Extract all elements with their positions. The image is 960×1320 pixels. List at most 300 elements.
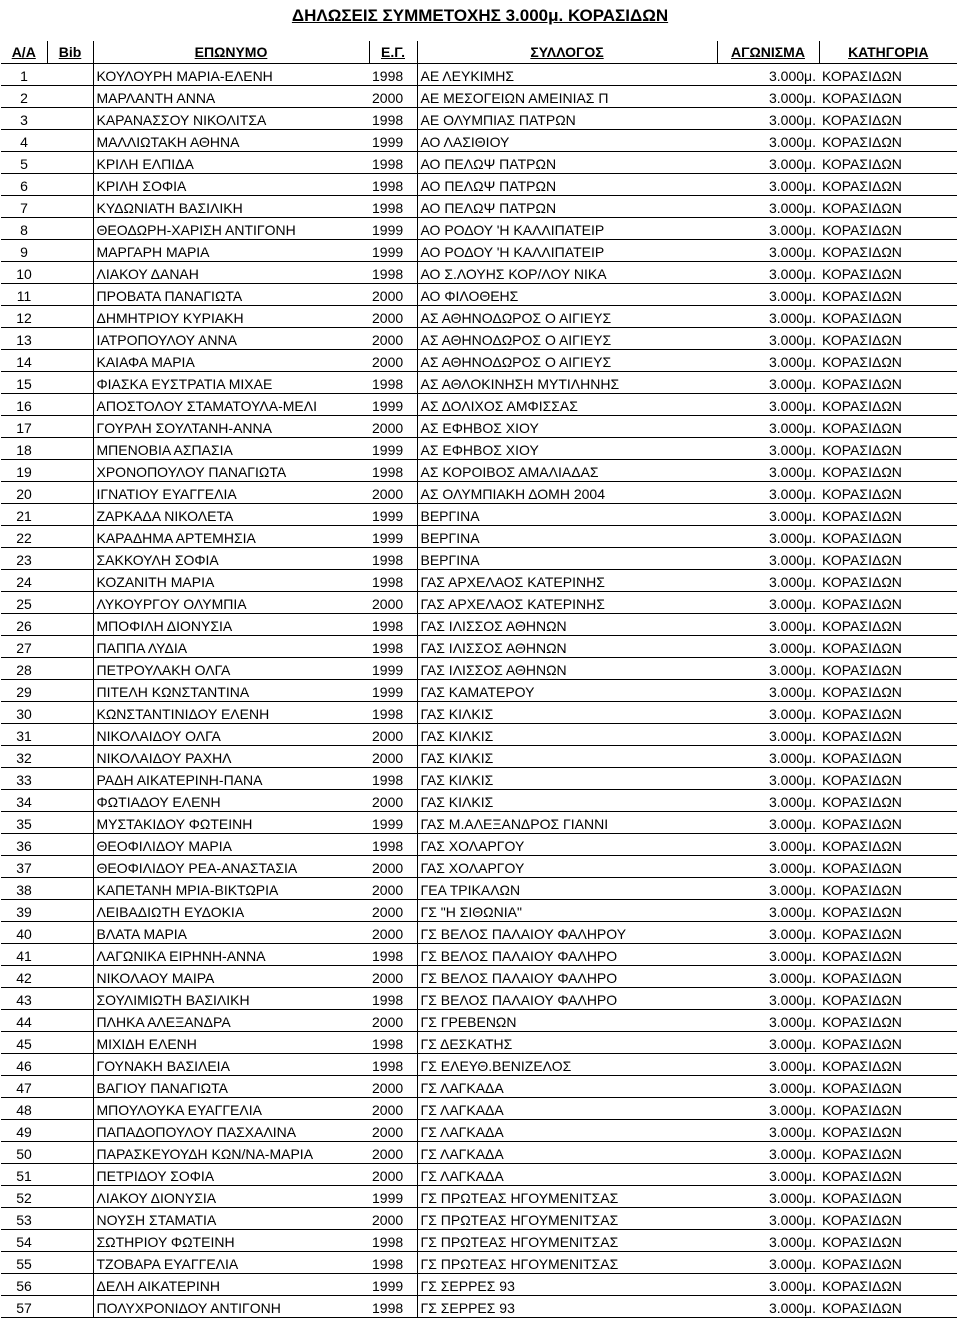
cell-club: ΓΣ ΓΡΕΒΕΝΩΝ <box>417 1010 717 1032</box>
cell-club: ΑΟ ΠΕΛΩΨ ΠΑΤΡΩΝ <box>417 196 717 218</box>
cell-category: ΚΟΡΑΣΙΔΩΝ <box>819 262 957 284</box>
cell-aa: 32 <box>1 746 47 768</box>
cell-birth-year: 1999 <box>369 1186 417 1208</box>
cell-category: ΚΟΡΑΣΙΔΩΝ <box>819 1252 957 1274</box>
table-row <box>1 86 957 108</box>
cell-aa: 54 <box>1 1230 47 1252</box>
cell-club: ΑΟ ΠΕΛΩΨ ΠΑΤΡΩΝ <box>417 174 717 196</box>
cell-bib <box>47 482 93 504</box>
cell-event: 3.000μ. <box>717 218 819 240</box>
table-row <box>1 1054 957 1076</box>
table-row <box>1 1230 957 1252</box>
cell-club: ΑΣ ΑΘΗΝΟΔΩΡΟΣ Ο ΑΙΓΙΕΥΣ <box>417 328 717 350</box>
table-row <box>1 460 957 482</box>
cell-birth-year: 1999 <box>369 438 417 460</box>
table-row <box>1 108 957 130</box>
table-row <box>1 878 957 900</box>
cell-category: ΚΟΡΑΣΙΔΩΝ <box>819 1010 957 1032</box>
table-row <box>1 240 957 262</box>
cell-event: 3.000μ. <box>717 372 819 394</box>
cell-aa: 47 <box>1 1076 47 1098</box>
cell-bib <box>47 1230 93 1252</box>
cell-aa: 24 <box>1 570 47 592</box>
cell-category: ΚΟΡΑΣΙΔΩΝ <box>819 812 957 834</box>
cell-club: ΓΑΣ ΚΙΛΚΙΣ <box>417 768 717 790</box>
cell-name: ΝΙΚΟΛΑΙΔΟΥ ΟΛΓΑ <box>93 724 369 746</box>
cell-event: 3.000μ. <box>717 900 819 922</box>
cell-event: 3.000μ. <box>717 526 819 548</box>
cell-aa: 18 <box>1 438 47 460</box>
cell-birth-year: 1999 <box>369 240 417 262</box>
table-row <box>1 438 957 460</box>
cell-bib <box>47 570 93 592</box>
cell-category: ΚΟΡΑΣΙΔΩΝ <box>819 86 957 108</box>
cell-category: ΚΟΡΑΣΙΔΩΝ <box>819 636 957 658</box>
cell-category: ΚΟΡΑΣΙΔΩΝ <box>819 1076 957 1098</box>
cell-event: 3.000μ. <box>717 394 819 416</box>
cell-birth-year: 1998 <box>369 64 417 86</box>
cell-event: 3.000μ. <box>717 1164 819 1186</box>
cell-name: ΜΠΟΦΙΛΗ ΔΙΟΝΥΣΙΑ <box>93 614 369 636</box>
cell-category: ΚΟΡΑΣΙΔΩΝ <box>819 900 957 922</box>
cell-category: ΚΟΡΑΣΙΔΩΝ <box>819 284 957 306</box>
table-row <box>1 130 957 152</box>
cell-bib <box>47 372 93 394</box>
cell-birth-year: 2000 <box>369 1208 417 1230</box>
cell-club: ΓΣ ΔΕΣΚΑΤΗΣ <box>417 1032 717 1054</box>
cell-club: ΒΕΡΓΙΝΑ <box>417 504 717 526</box>
cell-club: ΓΑΣ ΚΑΜΑΤΕΡΟΥ <box>417 680 717 702</box>
cell-bib <box>47 218 93 240</box>
cell-category: ΚΟΡΑΣΙΔΩΝ <box>819 108 957 130</box>
cell-bib <box>47 548 93 570</box>
header-surname: ΕΠΩΝΥΜΟ <box>93 41 369 64</box>
cell-aa: 39 <box>1 900 47 922</box>
cell-club: ΑΟ ΡΟΔΟΥ 'Η ΚΑΛΛΙΠΑΤΕΙΡ <box>417 218 717 240</box>
cell-event: 3.000μ. <box>717 768 819 790</box>
cell-category: ΚΟΡΑΣΙΔΩΝ <box>819 1120 957 1142</box>
cell-name: ΛΥΚΟΥΡΓΟΥ ΟΛΥΜΠΙΑ <box>93 592 369 614</box>
table-row <box>1 636 957 658</box>
cell-category: ΚΟΡΑΣΙΔΩΝ <box>819 790 957 812</box>
cell-bib <box>47 1120 93 1142</box>
cell-aa: 34 <box>1 790 47 812</box>
cell-name: ΝΙΚΟΛΑΙΔΟΥ ΡΑΧΗΛ <box>93 746 369 768</box>
cell-bib <box>47 328 93 350</box>
cell-category: ΚΟΡΑΣΙΔΩΝ <box>819 1186 957 1208</box>
cell-name: ΔΕΛΗ ΑΙΚΑΤΕΡΙΝΗ <box>93 1274 369 1296</box>
table-body <box>1 64 957 1318</box>
cell-aa: 25 <box>1 592 47 614</box>
cell-club: ΓΕΑ ΤΡΙΚΑΛΩΝ <box>417 878 717 900</box>
cell-club: ΓΣ ΛΑΓΚΑΔΑ <box>417 1120 717 1142</box>
cell-club: ΓΣ ΛΑΓΚΑΔΑ <box>417 1076 717 1098</box>
cell-aa: 5 <box>1 152 47 174</box>
table-row <box>1 548 957 570</box>
table-row <box>1 790 957 812</box>
cell-birth-year: 1999 <box>369 130 417 152</box>
cell-category: ΚΟΡΑΣΙΔΩΝ <box>819 328 957 350</box>
cell-event: 3.000μ. <box>717 460 819 482</box>
cell-name: ΡΑΔΗ ΑΙΚΑΤΕΡΙΝΗ-ΠΑΝΑ <box>93 768 369 790</box>
table-row <box>1 922 957 944</box>
table-row <box>1 702 957 724</box>
cell-bib <box>47 64 93 86</box>
cell-club: ΑΟ ΡΟΔΟΥ 'Η ΚΑΛΛΙΠΑΤΕΙΡ <box>417 240 717 262</box>
table-row <box>1 768 957 790</box>
cell-name: ΙΓΝΑΤΙΟΥ ΕΥΑΓΓΕΛΙΑ <box>93 482 369 504</box>
table-row <box>1 1164 957 1186</box>
cell-event: 3.000μ. <box>717 196 819 218</box>
table-row <box>1 328 957 350</box>
cell-bib <box>47 394 93 416</box>
cell-event: 3.000μ. <box>717 1032 819 1054</box>
cell-aa: 13 <box>1 328 47 350</box>
cell-name: ΓΟΥΝΑΚΗ ΒΑΣΙΛΕΙΑ <box>93 1054 369 1076</box>
entries-table <box>1 41 957 1318</box>
cell-name: ΣΟΥΛΙΜΙΩΤΗ ΒΑΣΙΛΙΚΗ <box>93 988 369 1010</box>
cell-name: ΛΙΑΚΟΥ ΔΑΝΑΗ <box>93 262 369 284</box>
cell-event: 3.000μ. <box>717 482 819 504</box>
cell-event: 3.000μ. <box>717 174 819 196</box>
cell-bib <box>47 1296 93 1318</box>
cell-event: 3.000μ. <box>717 922 819 944</box>
cell-event: 3.000μ. <box>717 834 819 856</box>
cell-name: ΠΑΠΠΑ ΛΥΔΙΑ <box>93 636 369 658</box>
cell-aa: 12 <box>1 306 47 328</box>
cell-bib <box>47 1032 93 1054</box>
cell-event: 3.000μ. <box>717 570 819 592</box>
table-row <box>1 746 957 768</box>
cell-name: ΝΙΚΟΛΑΟΥ ΜΑΙΡΑ <box>93 966 369 988</box>
cell-club: ΑΕ ΛΕΥΚΙΜΗΣ <box>417 64 717 86</box>
cell-event: 3.000μ. <box>717 240 819 262</box>
cell-club: ΓΑΣ ΚΙΛΚΙΣ <box>417 724 717 746</box>
cell-aa: 36 <box>1 834 47 856</box>
cell-event: 3.000μ. <box>717 790 819 812</box>
cell-birth-year: 1998 <box>369 614 417 636</box>
cell-event: 3.000μ. <box>717 1252 819 1274</box>
cell-club: ΓΑΣ ΧΟΛΑΡΓΟΥ <box>417 834 717 856</box>
cell-category: ΚΟΡΑΣΙΔΩΝ <box>819 130 957 152</box>
cell-name: ΠΟΛΥΧΡΟΝΙΔΟΥ ΑΝΤΙΓΟΝΗ <box>93 1296 369 1318</box>
cell-bib <box>47 262 93 284</box>
cell-event: 3.000μ. <box>717 658 819 680</box>
cell-category: ΚΟΡΑΣΙΔΩΝ <box>819 526 957 548</box>
table-row <box>1 1186 957 1208</box>
cell-club: ΓΑΣ ΙΛΙΣΣΟΣ ΑΘΗΝΩΝ <box>417 636 717 658</box>
cell-aa: 19 <box>1 460 47 482</box>
document-title: ΔΗΛΩΣΕΙΣ ΣΥΜΜΕΤΟΧΗΣ 3.000μ. ΚΟΡΑΣΙΔΩΝ <box>291 6 669 25</box>
cell-name: ΜΑΡΓΑΡΗ ΜΑΡΙΑ <box>93 240 369 262</box>
cell-name: ΠΛΗΚΑ ΑΛΕΞΑΝΔΡΑ <box>93 1010 369 1032</box>
cell-club: ΓΑΣ ΚΙΛΚΙΣ <box>417 746 717 768</box>
cell-club: ΑΣ ΕΦΗΒΟΣ ΧΙΟΥ <box>417 416 717 438</box>
cell-bib <box>47 1142 93 1164</box>
cell-category: ΚΟΡΑΣΙΔΩΝ <box>819 240 957 262</box>
cell-birth-year: 1998 <box>369 702 417 724</box>
cell-club: ΓΣ ΛΑΓΚΑΔΑ <box>417 1098 717 1120</box>
cell-category: ΚΟΡΑΣΙΔΩΝ <box>819 64 957 86</box>
cell-category: ΚΟΡΑΣΙΔΩΝ <box>819 548 957 570</box>
cell-bib <box>47 636 93 658</box>
cell-aa: 27 <box>1 636 47 658</box>
cell-aa: 46 <box>1 1054 47 1076</box>
cell-bib <box>47 1164 93 1186</box>
cell-name: ΒΑΓΙΟΥ ΠΑΝΑΓΙΩΤΑ <box>93 1076 369 1098</box>
cell-birth-year: 1998 <box>369 108 417 130</box>
cell-bib <box>47 944 93 966</box>
cell-name: ΜΙΧΙΔΗ ΕΛΕΝΗ <box>93 1032 369 1054</box>
cell-aa: 30 <box>1 702 47 724</box>
cell-bib <box>47 680 93 702</box>
cell-name: ΠΡΟΒΑΤΑ ΠΑΝΑΓΙΩΤΑ <box>93 284 369 306</box>
table-row <box>1 526 957 548</box>
cell-club: ΓΣ ΒΕΛΟΣ ΠΑΛΑΙΟΥ ΦΑΛΗΡΟ <box>417 988 717 1010</box>
cell-club: ΑΕ ΟΛΥΜΠΙΑΣ ΠΑΤΡΩΝ <box>417 108 717 130</box>
cell-bib <box>47 834 93 856</box>
cell-name: ΘΕΟΔΩΡΗ-ΧΑΡΙΣΗ ΑΝΤΙΓΟΝΗ <box>93 218 369 240</box>
cell-birth-year: 2000 <box>369 416 417 438</box>
cell-name: ΚΟΥΛΟΥΡΗ ΜΑΡΙΑ-ΕΛΕΝΗ <box>93 64 369 86</box>
cell-club: ΑΟ ΠΕΛΩΨ ΠΑΤΡΩΝ <box>417 152 717 174</box>
cell-event: 3.000μ. <box>717 1142 819 1164</box>
cell-aa: 50 <box>1 1142 47 1164</box>
table-row <box>1 724 957 746</box>
cell-category: ΚΟΡΑΣΙΔΩΝ <box>819 438 957 460</box>
cell-birth-year: 2000 <box>369 306 417 328</box>
cell-birth-year: 1998 <box>369 636 417 658</box>
cell-category: ΚΟΡΑΣΙΔΩΝ <box>819 196 957 218</box>
cell-bib <box>47 1076 93 1098</box>
cell-event: 3.000μ. <box>717 328 819 350</box>
cell-bib <box>47 790 93 812</box>
cell-category: ΚΟΡΑΣΙΔΩΝ <box>819 768 957 790</box>
cell-category: ΚΟΡΑΣΙΔΩΝ <box>819 922 957 944</box>
table-row <box>1 416 957 438</box>
cell-aa: 37 <box>1 856 47 878</box>
cell-birth-year: 1998 <box>369 768 417 790</box>
cell-aa: 16 <box>1 394 47 416</box>
cell-event: 3.000μ. <box>717 284 819 306</box>
cell-category: ΚΟΡΑΣΙΔΩΝ <box>819 592 957 614</box>
cell-birth-year: 1998 <box>369 1252 417 1274</box>
table-row <box>1 1032 957 1054</box>
cell-club: ΓΑΣ ΑΡΧΕΛΑΟΣ ΚΑΤΕΡΙΝΗΣ <box>417 570 717 592</box>
cell-birth-year: 2000 <box>369 1098 417 1120</box>
cell-birth-year: 1999 <box>369 658 417 680</box>
cell-aa: 9 <box>1 240 47 262</box>
cell-name: ΠΕΤΡΟΥΛΑΚΗ ΟΛΓΑ <box>93 658 369 680</box>
cell-category: ΚΟΡΑΣΙΔΩΝ <box>819 1274 957 1296</box>
cell-name: ΚΡΙΛΗ ΣΟΦΙΑ <box>93 174 369 196</box>
cell-event: 3.000μ. <box>717 944 819 966</box>
cell-aa: 56 <box>1 1274 47 1296</box>
header-event: ΑΓΩΝΙΣΜΑ <box>717 41 819 64</box>
cell-birth-year: 2000 <box>369 922 417 944</box>
cell-birth-year: 1998 <box>369 262 417 284</box>
cell-event: 3.000μ. <box>717 1296 819 1318</box>
cell-club: ΑΣ ΟΛΥΜΠΙΑΚΗ ΔΟΜΗ 2004 <box>417 482 717 504</box>
table-row <box>1 152 957 174</box>
cell-name: ΚΥΔΩΝΙΑΤΗ ΒΑΣΙΛΙΚΗ <box>93 196 369 218</box>
cell-aa: 48 <box>1 1098 47 1120</box>
cell-aa: 22 <box>1 526 47 548</box>
cell-bib <box>47 1098 93 1120</box>
cell-name: ΜΠΟΥΛΟΥΚΑ ΕΥΑΓΓΕΛΙΑ <box>93 1098 369 1120</box>
table-row <box>1 218 957 240</box>
cell-category: ΚΟΡΑΣΙΔΩΝ <box>819 856 957 878</box>
cell-category: ΚΟΡΑΣΙΔΩΝ <box>819 1098 957 1120</box>
cell-aa: 28 <box>1 658 47 680</box>
cell-name: ΖΑΡΚΑΔΑ ΝΙΚΟΛΕΤΑ <box>93 504 369 526</box>
cell-bib <box>47 658 93 680</box>
cell-club: ΑΣ ΔΟΛΙΧΟΣ ΑΜΦΙΣΣΑΣ <box>417 394 717 416</box>
cell-event: 3.000μ. <box>717 746 819 768</box>
cell-event: 3.000μ. <box>717 1076 819 1098</box>
cell-category: ΚΟΡΑΣΙΔΩΝ <box>819 988 957 1010</box>
cell-birth-year: 1998 <box>369 152 417 174</box>
cell-bib <box>47 966 93 988</box>
cell-aa: 41 <box>1 944 47 966</box>
table-row <box>1 174 957 196</box>
cell-event: 3.000μ. <box>717 724 819 746</box>
cell-category: ΚΟΡΑΣΙΔΩΝ <box>819 724 957 746</box>
cell-club: ΑΟ ΛΑΣΙΘΙΟΥ <box>417 130 717 152</box>
cell-name: ΧΡΟΝΟΠΟΥΛΟΥ ΠΑΝΑΓΙΩΤΑ <box>93 460 369 482</box>
cell-category: ΚΟΡΑΣΙΔΩΝ <box>819 614 957 636</box>
cell-bib <box>47 86 93 108</box>
cell-club: ΓΣ ΕΛΕΥΘ.ΒΕΝΙΖΕΛΟΣ <box>417 1054 717 1076</box>
cell-birth-year: 2000 <box>369 482 417 504</box>
cell-birth-year: 2000 <box>369 1120 417 1142</box>
cell-aa: 57 <box>1 1296 47 1318</box>
table-row <box>1 1252 957 1274</box>
cell-name: ΛΕΙΒΑΔΙΩΤΗ ΕΥΔΟΚΙΑ <box>93 900 369 922</box>
cell-category: ΚΟΡΑΣΙΔΩΝ <box>819 394 957 416</box>
table-row <box>1 306 957 328</box>
cell-bib <box>47 900 93 922</box>
cell-club: ΓΑΣ ΚΙΛΚΙΣ <box>417 702 717 724</box>
table-row <box>1 482 957 504</box>
cell-category: ΚΟΡΑΣΙΔΩΝ <box>819 1164 957 1186</box>
cell-birth-year: 1998 <box>369 372 417 394</box>
cell-category: ΚΟΡΑΣΙΔΩΝ <box>819 218 957 240</box>
cell-bib <box>47 1274 93 1296</box>
table-row <box>1 812 957 834</box>
cell-name: ΠΑΠΑΔΟΠΟΥΛΟΥ ΠΑΣΧΑΛΙΝΑ <box>93 1120 369 1142</box>
cell-birth-year: 2000 <box>369 900 417 922</box>
cell-aa: 14 <box>1 350 47 372</box>
cell-name: ΒΛΑΤΑ ΜΑΡΙΑ <box>93 922 369 944</box>
cell-bib <box>47 878 93 900</box>
header-aa: Α/Α <box>1 41 47 64</box>
cell-event: 3.000μ. <box>717 1274 819 1296</box>
table-row <box>1 1010 957 1032</box>
table-row <box>1 262 957 284</box>
cell-category: ΚΟΡΑΣΙΔΩΝ <box>819 658 957 680</box>
cell-aa: 10 <box>1 262 47 284</box>
cell-category: ΚΟΡΑΣΙΔΩΝ <box>819 174 957 196</box>
cell-name: ΚΟΖΑΝΙΤΗ ΜΑΡΙΑ <box>93 570 369 592</box>
cell-bib <box>47 306 93 328</box>
cell-name: ΚΩΝΣΤΑΝΤΙΝΙΔΟΥ ΕΛΕΝΗ <box>93 702 369 724</box>
cell-birth-year: 1999 <box>369 812 417 834</box>
cell-bib <box>47 416 93 438</box>
cell-birth-year: 2000 <box>369 328 417 350</box>
cell-birth-year: 1999 <box>369 218 417 240</box>
cell-club: ΑΟ ΦΙΛΟΘΕΗΣ <box>417 284 717 306</box>
table-row <box>1 284 957 306</box>
cell-club: ΓΑΣ ΙΛΙΣΣΟΣ ΑΘΗΝΩΝ <box>417 614 717 636</box>
cell-aa: 43 <box>1 988 47 1010</box>
cell-aa: 20 <box>1 482 47 504</box>
cell-club: ΒΕΡΓΙΝΑ <box>417 548 717 570</box>
cell-club: ΑΣ ΑΘΗΝΟΔΩΡΟΣ Ο ΑΙΓΙΕΥΣ <box>417 306 717 328</box>
cell-bib <box>47 108 93 130</box>
cell-aa: 4 <box>1 130 47 152</box>
cell-aa: 38 <box>1 878 47 900</box>
cell-birth-year: 1998 <box>369 988 417 1010</box>
table-row <box>1 658 957 680</box>
cell-category: ΚΟΡΑΣΙΔΩΝ <box>819 306 957 328</box>
table-row <box>1 1296 957 1318</box>
cell-birth-year: 1999 <box>369 1274 417 1296</box>
cell-event: 3.000μ. <box>717 878 819 900</box>
cell-name: ΤΖΟΒΑΡΑ ΕΥΑΓΓΕΛΙΑ <box>93 1252 369 1274</box>
cell-event: 3.000μ. <box>717 108 819 130</box>
cell-event: 3.000μ. <box>717 306 819 328</box>
cell-event: 3.000μ. <box>717 152 819 174</box>
cell-category: ΚΟΡΑΣΙΔΩΝ <box>819 570 957 592</box>
cell-club: ΓΣ ΠΡΩΤΕΑΣ ΗΓΟΥΜΕΝΙΤΣΑΣ <box>417 1230 717 1252</box>
header-category: ΚΑΤΗΓΟΡΙΑ <box>819 41 957 64</box>
cell-birth-year: 1998 <box>369 460 417 482</box>
cell-bib <box>47 988 93 1010</box>
cell-bib <box>47 614 93 636</box>
cell-aa: 1 <box>1 64 47 86</box>
table-row <box>1 614 957 636</box>
cell-bib <box>47 438 93 460</box>
cell-birth-year: 2000 <box>369 1164 417 1186</box>
cell-birth-year: 1999 <box>369 504 417 526</box>
cell-aa: 23 <box>1 548 47 570</box>
cell-club: ΓΣ ΣΕΡΡΕΣ 93 <box>417 1274 717 1296</box>
cell-club: ΓΣ ΠΡΩΤΕΑΣ ΗΓΟΥΜΕΝΙΤΣΑΣ <box>417 1252 717 1274</box>
cell-event: 3.000μ. <box>717 614 819 636</box>
cell-event: 3.000μ. <box>717 856 819 878</box>
cell-bib <box>47 1054 93 1076</box>
cell-name: ΚΑΡΑΝΑΣΣΟΥ ΝΙΚΟΛΙΤΣΑ <box>93 108 369 130</box>
cell-bib <box>47 702 93 724</box>
cell-club: ΓΣ ΒΕΛΟΣ ΠΑΛΑΙΟΥ ΦΑΛΗΡΟΥ <box>417 922 717 944</box>
cell-birth-year: 1998 <box>369 1230 417 1252</box>
cell-aa: 40 <box>1 922 47 944</box>
cell-name: ΠΕΤΡΙΔΟΥ ΣΟΦΙΑ <box>93 1164 369 1186</box>
table-header-row <box>1 41 957 64</box>
cell-bib <box>47 856 93 878</box>
cell-bib <box>47 460 93 482</box>
cell-category: ΚΟΡΑΣΙΔΩΝ <box>819 834 957 856</box>
table-row <box>1 350 957 372</box>
table-row <box>1 196 957 218</box>
table-row <box>1 504 957 526</box>
cell-club: ΓΑΣ ΙΛΙΣΣΟΣ ΑΘΗΝΩΝ <box>417 658 717 680</box>
cell-aa: 6 <box>1 174 47 196</box>
cell-club: ΓΑΣ ΚΙΛΚΙΣ <box>417 790 717 812</box>
cell-event: 3.000μ. <box>717 812 819 834</box>
table-row <box>1 1274 957 1296</box>
